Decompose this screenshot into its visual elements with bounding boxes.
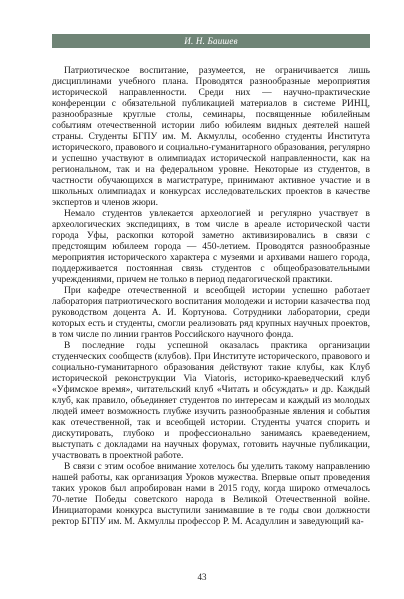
paragraph-3: При кафедре отечественной и всеобщей истории успешно работает лаборатория патриотического воспитания молодежи и истории казачества под руководством доцента А. И. Кортунова. Сотрудники лаборатории, среди которых есть и студенты, смогли реализовать ряд крупных научных проектов, в том числе по линии грантов Российского научного фонда. [52,286,370,340]
paragraph-1: Патриотическое воспитание, разумеется, не ограничивается лишь дисциплинами учебного плана. Проводятся разнообразные мероприятия исторической направленности. Среди них — научно-практические конференции с обязательной публикацией материалов в системе РИНЦ, разнообразные круглые столы, семинары, посвященные юбилейным событиям отечественной истории либо юбилеям видных деятелей нашей страны. Студенты БГПУ им. М. Акмуллы, особенно студенты Института исторического, правового и социально-гуманитарного образования, регулярно и успешно участвуют в олимпиадах исторической направленности, как на региональном, так и на федеральном уровне. Некоторые из студентов, в частности обучающихся в магистратуре, принимают активное участие и в школьных олимпиадах и конкурсах исследовательских проектов в качестве экспертов и членов жюри. [52,66,370,208]
page-number: 43 [197,572,207,582]
paragraph-5: В связи с этим особое внимание хотелось бы уделить такому направлению нашей работы, как организация Уроков мужества. Впервые опыт проведения таких уроков был апробирован нами в 2015 году, когда широко отмечалось 70-летие Победы советского народа в Великой Отечественной войне. Инициаторами конкурса выступили занимавшие в те годы свои должности ректор БГПУ им. М. Акмуллы профессор Р. М. Асадуллин и заведующий ка- [52,462,370,527]
paragraph-2: Немало студентов увлекается археологией и регулярно участвует в археологических экспедициях, в том числе в ареале исторической части города Уфы, раскопки которой заметно активизировались в связи с предстоящим юбилеем города — 450-летием. Проводятся разнообразные мероприятия исторического характера с музеями и архивами нашего города, поддерживается постоянная связь студентов с общеобразовательными учреждениями, причем не только в период педагогической практики. [52,209,370,285]
body-text [52,66,370,528]
paragraph-4: В последние годы успешной оказалась практика организации студенческих сообществ (клубов). При Институте исторического, правового и социально-гуманитарного образования действуют такие клубы, как Клуб исторической реконструкции Via Viatoris, историко-краеведческий клуб «Уфимское время», читательский клуб «Читать и обсуждать» и др. Каждый клуб, как правило, объединяет студентов по интересам и каждый из молодых людей имеет возможность глубже изучить разнообразные явления и события как отечественной, так и всеобщей истории. Студенты учатся спорить и дискутировать, глубоко и профессионально занимаясь краеведением, выступать с докладами на научных форумах, готовить научные публикации, участвовать в проектной работе. [52,341,370,461]
running-header [52,34,370,48]
header-author: И. Н. Баишев [184,36,238,46]
